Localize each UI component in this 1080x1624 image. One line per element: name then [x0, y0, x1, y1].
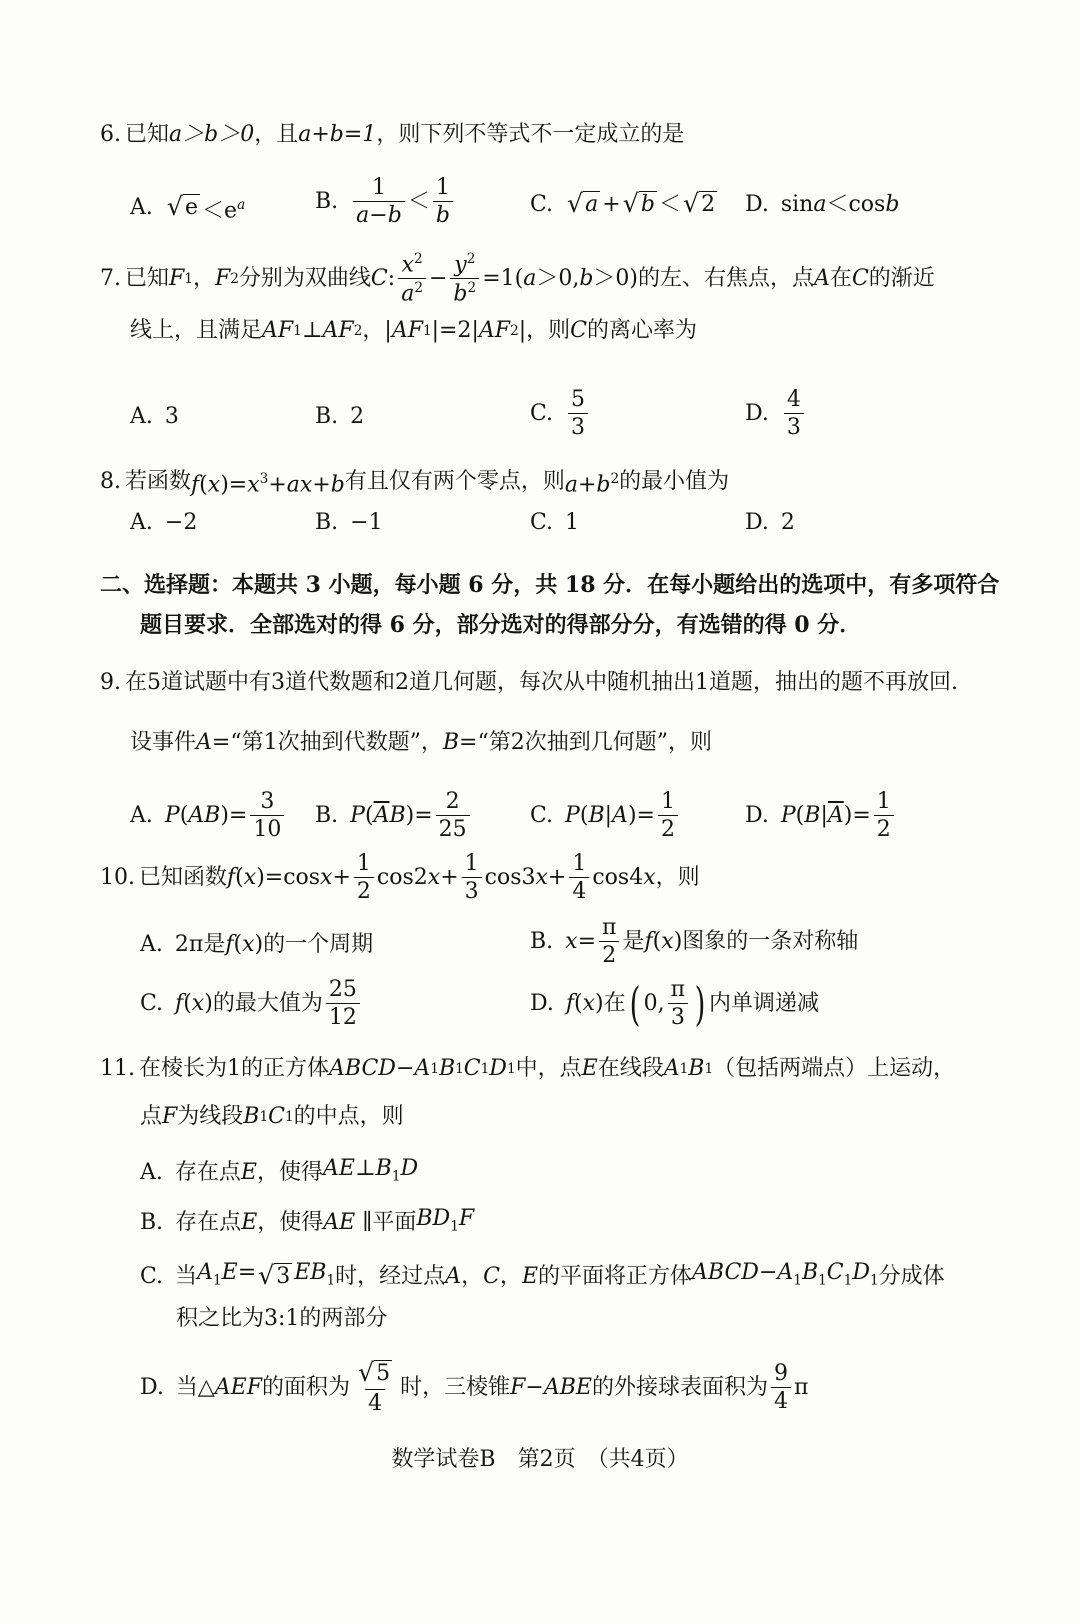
option-label: A. — [130, 510, 153, 535]
page-footer: 数学试卷B 第2页 （共4页） — [391, 1447, 689, 1472]
q11-text: （包括两端点）上运动， — [713, 1056, 956, 1081]
option-text: 内单调递减 — [709, 990, 820, 1016]
option-label: A. — [130, 195, 153, 221]
option-text: 时，经过点 — [335, 1263, 446, 1289]
frac-num: 9 — [774, 1361, 788, 1387]
option-text: 存在点 — [175, 1209, 242, 1235]
option-label: C. — [530, 510, 554, 535]
q8-number: 8. — [100, 469, 121, 495]
q7-text: ， — [362, 318, 385, 343]
option-text: 时，三棱锥 — [400, 1374, 511, 1400]
option-text: 的面积为 — [262, 1374, 351, 1400]
option-text: 2π是 — [174, 932, 226, 957]
q9-text: 在5道试题中有3道代数题和2道几何题，每次从中随机抽出1道题，抽出的题不再放回. — [125, 670, 958, 695]
option-text: ，使得 — [257, 1209, 324, 1235]
option-value: −2 — [164, 510, 198, 535]
option-label: D. — [530, 990, 554, 1016]
q8-option-c — [530, 506, 579, 540]
fraction: $\frac{1}{b}$ — [433, 176, 453, 227]
q11-option-c: C. 当 $A_1E=$ √ 3 $EB_1$ 时，经过点 A ， C ， E 的平面将正方体 $ABCD-A_1B_1C_1D_1$ 分成体 — [140, 1256, 945, 1297]
q6-stem-text3: ，则下列不等式不一定成立的是 — [376, 122, 685, 147]
option-text: 的外接球表面积为 — [591, 1374, 768, 1400]
q9-stem-line2: 设事件 A =“第1次抽到代数题”， B =“第2次抽到几何题”，则 — [130, 726, 712, 760]
q8-option-d — [745, 506, 795, 540]
q10-option-a: A. 2π是 f(x) 的一个周期 — [140, 928, 373, 962]
q11-option-d: D. 当△ AEF 的面积为 √ 5 4 时，三棱锥 F−ABE 的外接球表面积为 $\frac{9}{4}$ π — [140, 1358, 809, 1417]
option-label: B. — [140, 1209, 164, 1235]
q9-option-a: A. P(AB)= $\frac{3}{10}$ — [130, 790, 287, 841]
frac-den: 25 — [436, 815, 470, 841]
option-text: 平面 — [372, 1209, 417, 1235]
option-label: D. — [745, 192, 769, 217]
q7-option-a — [130, 400, 179, 434]
option-text: 当△ — [175, 1374, 215, 1400]
q7-text: 在 — [829, 265, 852, 291]
option-text: ， — [461, 1263, 484, 1289]
option-text: ， — [499, 1263, 522, 1289]
q11-text: 点 — [140, 1104, 163, 1129]
q6-stem-text2: ，且 — [254, 122, 299, 147]
q10-option-b: B. x= $\frac{\pi}{2}$ 是 f(x) 图象的一条对称轴 — [530, 915, 859, 969]
q8-text: 的最小值为 — [619, 469, 730, 495]
q11-text: 为线段 — [177, 1104, 244, 1129]
q10-number: 10. — [100, 864, 135, 890]
option-value: 2 — [350, 404, 365, 429]
q6-option-d: D. sina＜cosb — [745, 188, 899, 222]
option-value: −1 — [350, 510, 383, 535]
frac-num: 3 — [260, 789, 275, 814]
q9-text: =“第2次抽到几何题”，则 — [459, 730, 712, 755]
frac-num: 1 — [876, 789, 891, 814]
q11-stem-line1: 11. 在棱长为1的正方体 ABCD − A 1 B 1 C 1 D 1 中，点 E 在线段 A 1 B 1 （包括两端点）上运动， — [100, 1052, 955, 1086]
option-text: 的平面将正方体 — [538, 1263, 693, 1289]
q9-number: 9. — [100, 670, 121, 695]
option-label: C. — [140, 990, 164, 1016]
q6-option-c: C. √ a + √ b ＜ √ 2 — [530, 188, 719, 222]
q7-option-b — [315, 400, 364, 434]
frac-den: 3 — [784, 413, 804, 439]
q7-text: 的渐近 — [868, 265, 935, 291]
q10-text: ，则 — [655, 864, 700, 890]
option-label: A. — [130, 802, 153, 828]
option-label: B. — [530, 928, 554, 954]
q8-text: 有且仅有两个零点，则 — [344, 469, 565, 495]
frac-num: 5 — [571, 387, 586, 412]
option-label: D. — [745, 510, 769, 535]
q11-number: 11. — [100, 1056, 135, 1081]
q10-option-d: D. f(x) 在 ( 0, $\frac{\pi}{3}$ ) 内单调递减 — [530, 976, 820, 1031]
option-text: 分成体 — [878, 1263, 945, 1289]
q11-text: 的中点，则 — [293, 1104, 404, 1129]
q11-option-a: A. 存在点 E ，使得 $AE\perp B_1D$ — [140, 1152, 418, 1193]
q6-option-b: B. $\frac{1}{a-b}$ ＜ $\frac{1}{b}$ — [315, 176, 456, 227]
option-text: 在 — [603, 990, 626, 1016]
frac-num: 1 — [660, 789, 675, 814]
frac-den: 3 — [568, 413, 588, 439]
q7-option-c — [530, 388, 591, 439]
q9-text: 设事件 — [130, 730, 197, 755]
frac-den: 10 — [250, 815, 284, 841]
option-text: 是 — [622, 928, 645, 954]
section2-heading-line1: 二、选择题：本题共 3 小题，每小题 6 分，共 18 分．在每小题给出的选项中，有多项符合 — [100, 572, 1000, 598]
q10-text: 已知函数 — [139, 864, 228, 890]
q7-text: ，则 — [526, 318, 571, 343]
option-label: C. — [530, 802, 554, 828]
q7-option-d — [745, 388, 807, 439]
q9-text: =“第1次抽到代数题”， — [211, 730, 443, 755]
q6-cond1: a＞b＞0 — [169, 122, 255, 147]
option-text: 的一个周期 — [263, 932, 374, 957]
option-label: B. — [315, 510, 339, 535]
frac-num: 25 — [328, 977, 357, 1002]
q7-text: 的离心率为 — [587, 318, 698, 343]
section2-heading-line2: 题目要求．全部选对的得 6 分，部分选对的得部分分，有选错的得 0 分． — [140, 612, 862, 638]
option-label: D. — [745, 400, 769, 426]
option-label: B. — [315, 802, 339, 828]
option-label: D. — [140, 1374, 164, 1400]
option-label: D. — [745, 802, 769, 828]
frac-num: 2 — [445, 789, 460, 814]
q6-option-a: A. √ e $<e^a$ — [130, 192, 246, 224]
q6-cond2: a+b=1 — [298, 122, 377, 147]
q7-text: 已知 — [125, 265, 170, 291]
frac-num: 4 — [786, 387, 801, 412]
q6-number: 6. — [100, 122, 121, 147]
q8-stem: 8. 若函数 $f(x)=x^3+ax+b$ 有且仅有两个零点，则 $a+b^2$ 的最小值为 — [100, 462, 729, 502]
option-text: 当 — [175, 1263, 198, 1289]
q11-option-c-line2: 积之比为3:1的两部分 — [176, 1306, 388, 1331]
q11-text: 中，点 — [515, 1056, 582, 1081]
option-label: A. — [130, 404, 153, 429]
frac-den: 12 — [326, 1003, 360, 1029]
frac-den: 4 — [771, 1387, 791, 1413]
q11-option-b: B. 存在点 E ，使得 AE ∥ 平面 $BD_1F$ — [140, 1202, 474, 1243]
option-value: 3 — [164, 404, 179, 429]
q7-stem-line1: 7. 已知 F 1 ， F 2 分别为双曲线 C : $\frac{x^2}{a^2}$ − $\frac{y^2}{b^2}$ =1( a ＞0, b ＞0) 的左、右焦点，点 A 在 C 的渐近 — [100, 251, 935, 307]
q9-option-b: B. $P(\overline{A}B)=$ $\frac{2}{25}$ — [315, 790, 473, 841]
q7-text: 分别为双曲线 — [238, 265, 371, 291]
option-label: C. — [140, 1263, 164, 1289]
option-label: C. — [530, 400, 554, 426]
sqrt-symbol: √ e — [166, 192, 199, 222]
q8-option-b — [315, 506, 383, 540]
q11-text: 在棱长为1的正方体 — [139, 1056, 329, 1081]
fraction: $\frac{1}{a-b}$ — [353, 176, 405, 227]
option-value: 2 — [780, 510, 795, 535]
q6-stem-text: 已知 — [125, 122, 170, 147]
option-text: 图象的一条对称轴 — [682, 928, 859, 954]
q7-stem-line2: 线上，且满足 AF 1 ⊥ AF 2 ， | AF 1 |=2| AF 2 | ，则 C 的离心率为 — [130, 314, 697, 348]
q7-text: 的左、右焦点，点 — [638, 265, 815, 291]
q9-option-d: D. $P(B|\overline{A})=$ $\frac{1}{2}$ — [745, 790, 897, 841]
option-label: C. — [530, 192, 554, 217]
frac-den: 2 — [658, 815, 678, 841]
option-value: 1 — [565, 510, 580, 535]
q7-number: 7. — [100, 265, 121, 291]
frac-den: 2 — [874, 815, 894, 841]
option-text: ，使得 — [256, 1159, 323, 1185]
q8-text: 若函数 — [125, 469, 192, 495]
option-label: A. — [140, 1159, 163, 1185]
option-text: 的最大值为 — [212, 990, 323, 1016]
q7-text: 线上，且满足 — [130, 318, 263, 343]
q6-stem — [100, 118, 684, 152]
q11-text: 在线段 — [597, 1056, 664, 1081]
q8-option-a — [130, 506, 197, 540]
option-label: B. — [315, 188, 339, 214]
q10-stem: 10. 已知函数 f(x)=cosx+ $\frac{1}{2}$ cos2x+ $\frac{1}{3}$ cos3x+ $\frac{1}{4}$ cos4x ，则 — [100, 851, 700, 905]
option-label: B. — [315, 404, 339, 429]
q11-stem-line2: 点 F 为线段 B 1 C 1 的中点，则 — [140, 1100, 404, 1134]
q9-option-c: C. P(B|A)= $\frac{1}{2}$ — [530, 790, 681, 841]
option-label: A. — [140, 932, 163, 957]
q9-stem-line1 — [100, 666, 958, 700]
option-text: 存在点 — [174, 1159, 241, 1185]
q10-option-c: C. f(x) 的最大值为 $\frac{25}{12}$ — [140, 978, 363, 1029]
